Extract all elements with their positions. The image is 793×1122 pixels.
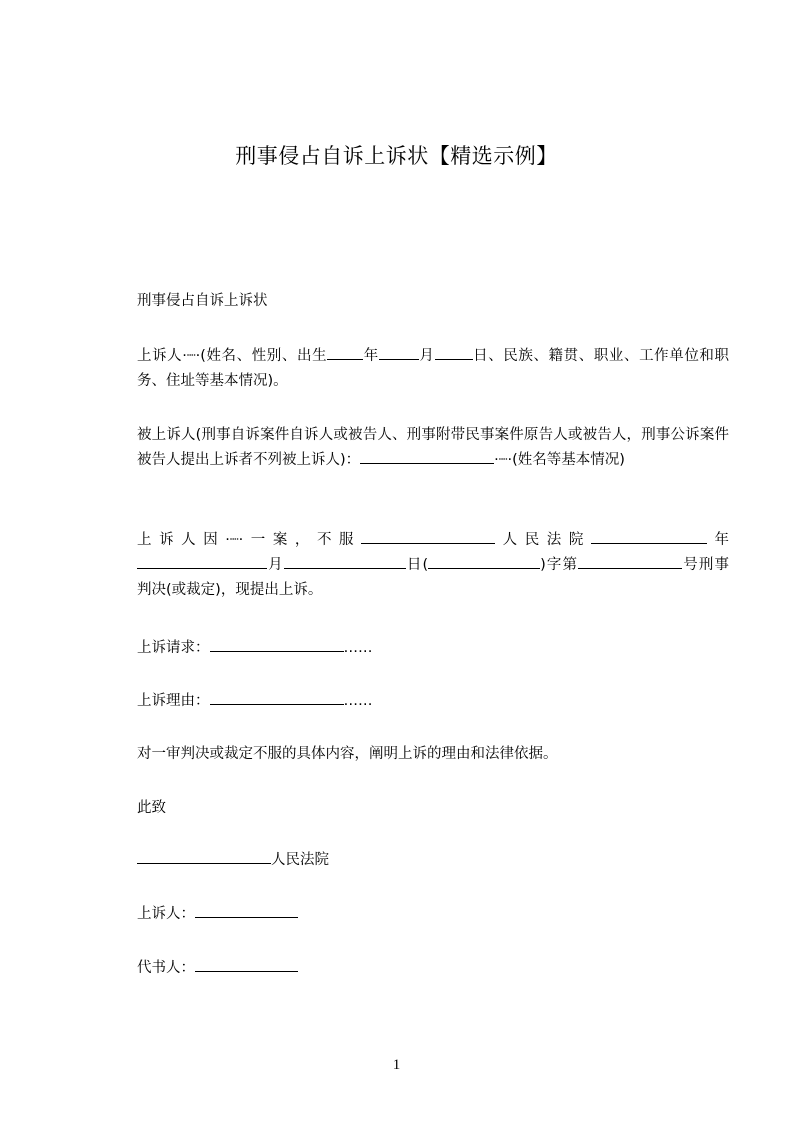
appellant-paragraph	[107, 344, 729, 394]
appellant-text-b: 年	[363, 348, 379, 364]
appeal-request-line	[137, 636, 373, 661]
appellant-sign-blank	[195, 902, 298, 918]
case-text-b: 人民法院	[495, 532, 591, 548]
case-text-c: 年	[706, 532, 730, 548]
court-label: 人民法院	[271, 852, 329, 868]
appeal-request-label: 上诉请求：	[137, 640, 210, 656]
case-text-a: 上诉人因·┈·一案，不服	[137, 532, 362, 548]
appeal-reason-label: 上诉理由：	[137, 693, 210, 709]
appellant-sign-line	[137, 902, 298, 927]
court-name-blank	[361, 528, 495, 544]
salutation: 此致	[137, 800, 166, 816]
case-year-blank	[428, 553, 540, 569]
writer-sign-label: 代书人：	[137, 960, 195, 976]
respondent-text-a: 被上诉人(刑事自诉案件自诉人或被告人、刑事附带民事案件原告人或被告人，刑事公诉案件被告人提出上诉者不列被上诉人)：	[137, 427, 729, 468]
respondent-text-b: ·┈·(姓名等基本情况)	[494, 452, 625, 468]
judgment-year-blank	[591, 528, 707, 544]
document-title: 刑事侵占自诉上诉状【精选示例】	[235, 144, 558, 168]
reason-note: 对一审判决或裁定不服的具体内容，阐明上诉的理由和法律依据。	[137, 746, 558, 762]
case-text-f: )字第	[540, 557, 579, 573]
case-text-g: 号刑事判决(或裁定)，现提出上诉。	[137, 557, 729, 598]
case-paragraph	[107, 528, 729, 603]
writer-sign-line	[137, 956, 298, 981]
birth-year-blank	[327, 344, 363, 360]
court-line	[137, 848, 329, 873]
court-blank	[137, 848, 271, 864]
appellant-text-c: 月	[418, 348, 435, 364]
judgment-month-blank	[137, 553, 267, 569]
birth-day-blank	[435, 344, 473, 360]
appellant-text-d: 日、民族、籍贯、职业、工作单位和职务、住址等基本情况)。	[137, 348, 730, 389]
respondent-name-blank	[360, 448, 494, 464]
appellant-sign-label: 上诉人：	[137, 906, 195, 922]
page-number: 1	[392, 1057, 401, 1073]
appeal-reason-blank	[210, 689, 344, 705]
case-text-e: 日(	[405, 557, 429, 573]
appeal-reason-ellipsis: ……	[343, 693, 373, 709]
case-text-d: 月	[267, 557, 284, 573]
appeal-request-blank	[210, 636, 344, 652]
document-heading: 刑事侵占自诉上诉状	[137, 293, 268, 309]
writer-sign-blank	[195, 956, 298, 972]
appeal-reason-line	[137, 689, 373, 714]
case-number-blank	[578, 553, 682, 569]
respondent-paragraph	[107, 423, 729, 473]
judgment-day-blank	[284, 553, 406, 569]
birth-month-blank	[379, 344, 419, 360]
appeal-request-ellipsis: ……	[343, 640, 373, 656]
appellant-text-a: 上诉人·┈·(姓名、性别、出生	[137, 348, 328, 364]
